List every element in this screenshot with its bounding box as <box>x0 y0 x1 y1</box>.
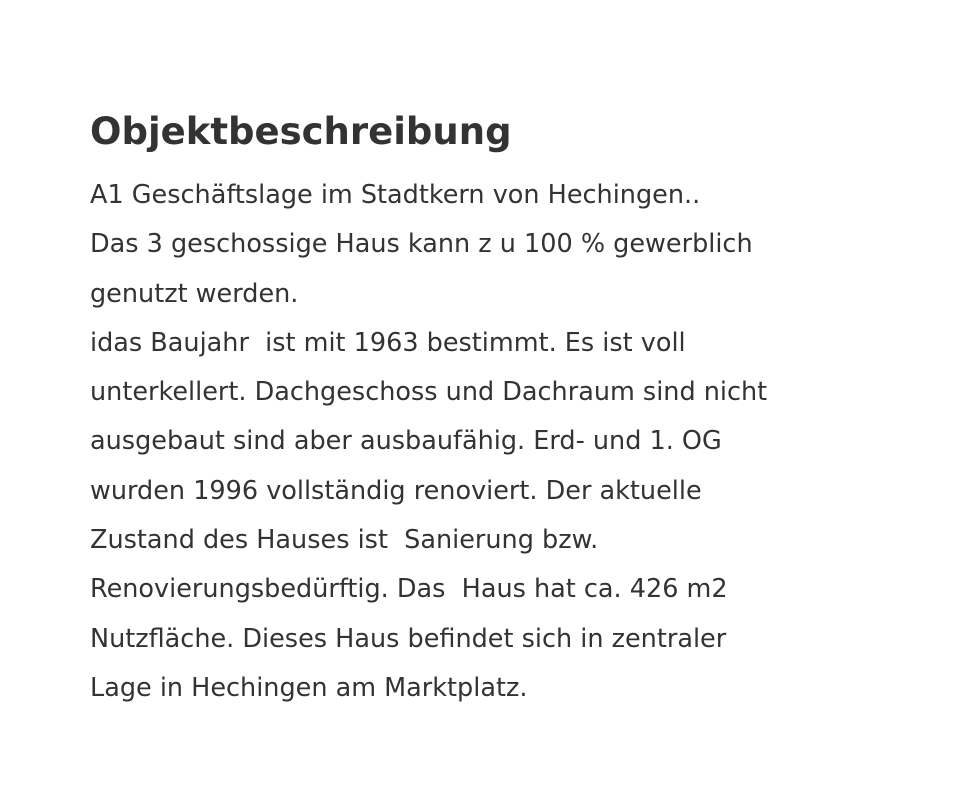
description-line: unterkellert. Dachgeschoss und Dachraum sind nicht <box>90 377 768 408</box>
description-line: idas Baujahr ist mit 1963 bestimmt. Es ist voll <box>90 327 686 358</box>
description-line: Lage in Hechingen am Marktplatz. <box>90 672 528 703</box>
description-line: Nutzfläche. Dieses Haus befindet sich in zentraler <box>90 623 727 654</box>
description-line: A1 Geschäftslage im Stadtkern von Hechingen.. <box>90 180 701 210</box>
description-line: wurden 1996 vollständig renoviert. Der aktuelle <box>90 475 702 506</box>
description-line: genutzt werden. <box>90 278 299 309</box>
object-description-section <box>90 104 890 713</box>
section-title: Objektbeschreibung <box>90 110 512 153</box>
description-line: ausgebaut sind aber ausbaufähig. Erd- und 1. OG <box>90 426 722 457</box>
description-line: Renovierungsbedürftig. Das Haus hat ca. 426 m2 <box>90 574 728 605</box>
description-line: Das 3 geschossige Haus kann z u 100 % gewerblich <box>90 229 753 260</box>
description-line: Zustand des Hauses ist Sanierung bzw. <box>90 525 599 556</box>
description-text <box>90 171 890 713</box>
